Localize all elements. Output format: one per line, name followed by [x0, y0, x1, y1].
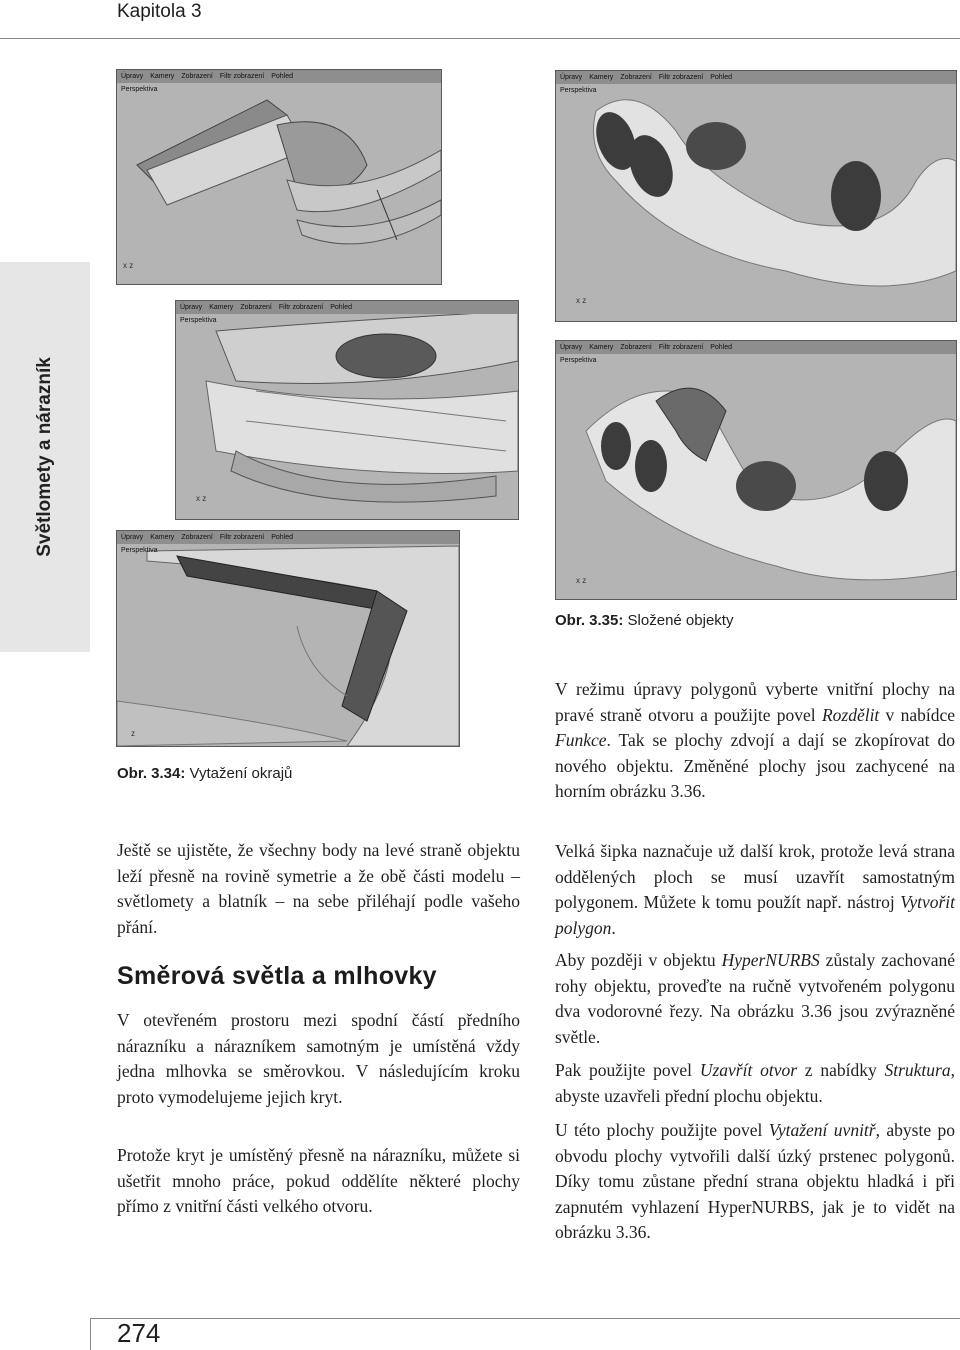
caption-text: Vytažení okrajů: [189, 765, 293, 782]
menu-filtr[interactable]: Filtr zobrazení: [219, 73, 265, 80]
right-paragraph-1: [555, 677, 955, 805]
viewport-label: Perspektiva: [121, 86, 158, 93]
tool-name: Vytvořit polygon: [555, 892, 955, 938]
viewport-menubar[interactable]: [117, 531, 459, 544]
text-run: zůstaly zachované rohy objektu, proveďte na ručně vytvořeném polygonu dva vodorovné řezy. Na obrázku 3.36 jsou zvýrazněné světle.: [555, 950, 956, 1047]
viewport-label: Perspektiva: [180, 317, 217, 324]
model-render-4: [556, 71, 956, 321]
menu-kamery[interactable]: Kamery: [150, 534, 175, 541]
viewport-screenshot-1: [116, 69, 442, 285]
viewport-label: Perspektiva: [121, 547, 158, 554]
text-run: . Tak se plochy zdvojí a dají se zkopírovat do nového objektu. Změněné plochy jsou zachycené na horním obrázku 3.36.: [555, 730, 955, 801]
object-name: HyperNURBS: [721, 950, 820, 970]
chapter-title: Kapitola 3: [117, 1, 202, 22]
caption-fig-3-35: [555, 612, 733, 630]
viewport-menubar[interactable]: [117, 70, 441, 83]
text-run: , abyste uzavřeli přední plochu objektu.: [555, 1060, 955, 1106]
left-paragraph-3: Protože kryt je umístěný přesně na nárazníku, můžete si ušetřit mnoho práce, pokud oddělíte některé plochy přímo z vnitřní části velkého otvoru.: [117, 1145, 520, 1216]
menu-upravy[interactable]: Úpravy: [560, 344, 583, 351]
right-paragraph-2: [555, 839, 955, 941]
caption-fig-3-34: [117, 765, 292, 783]
svg-text:x z: x z: [123, 261, 134, 270]
menu-filtr[interactable]: Filtr zobrazení: [658, 74, 704, 81]
text-run: V režimu úpravy polygonů vyberte vnitřní plochy na pravé straně otvoru a použijte povel: [555, 679, 955, 725]
text-run: v nabídce: [879, 704, 955, 725]
menu-filtr[interactable]: Filtr zobrazení: [278, 304, 324, 311]
right-paragraph-5: [555, 1118, 955, 1246]
text-run: , abyste po obvodu plochy vytvořili další úzký prstenec polygonů. Díky tomu zůstane přední strana objektu hladká i při zapnutém vyhlazení HyperNURBS, jak je to vidět na obrázku 3.36.: [555, 1120, 955, 1242]
menu-upravy[interactable]: Úpravy: [121, 73, 144, 80]
svg-text:x z: x z: [576, 296, 587, 305]
menu-filtr[interactable]: Filtr zobrazení: [219, 534, 265, 541]
viewport-screenshot-2: [175, 300, 519, 520]
left-paragraph-2: V otevřeném prostoru mezi spodní částí předního nárazníku a nárazníkem samotným je umístěná vždy jedna mlhovka se směrovkou. V následujícím kroku proto vymodelujeme jejich kryt.: [117, 1010, 520, 1107]
menu-zobrazeni[interactable]: Zobrazení: [181, 73, 213, 80]
model-render-1: [117, 70, 441, 284]
command-name: Rozdělit: [821, 704, 880, 725]
menu-pohled[interactable]: Pohled: [271, 534, 293, 541]
viewport-screenshot-3: [116, 530, 460, 747]
right-paragraph-3: [555, 948, 955, 1050]
menu-zobrazeni[interactable]: Zobrazení: [181, 534, 213, 541]
caption-number: Obr. 3.35:: [555, 612, 624, 629]
menu-kamery[interactable]: Kamery: [209, 304, 234, 311]
footer-tick: [90, 1318, 91, 1350]
command-name: Vytažení uvnitř: [768, 1120, 876, 1140]
viewport-menubar[interactable]: [556, 341, 956, 354]
text-run: U této plochy použijte povel: [555, 1120, 769, 1140]
model-render-2: [176, 301, 518, 519]
page-number: 274: [117, 1318, 161, 1348]
model-render-5: [556, 341, 956, 599]
text-run: Pak použijte povel: [555, 1060, 700, 1080]
viewport-label: Perspektiva: [560, 87, 597, 94]
menu-pohled[interactable]: Pohled: [330, 304, 352, 311]
viewport-screenshot-5: [555, 340, 957, 600]
menu-zobrazeni[interactable]: Zobrazení: [240, 304, 272, 311]
svg-text:x z: x z: [576, 576, 587, 585]
text-run: z nabídky: [797, 1060, 885, 1080]
viewport-menubar[interactable]: [176, 301, 518, 314]
header-rule: [0, 38, 960, 39]
menu-upravy[interactable]: Úpravy: [121, 534, 144, 541]
viewport-label: Perspektiva: [560, 357, 597, 364]
text-run: .: [611, 917, 616, 938]
menu-pohled[interactable]: Pohled: [710, 344, 732, 351]
menu-kamery[interactable]: Kamery: [150, 73, 175, 80]
menu-zobrazeni[interactable]: Zobrazení: [620, 344, 652, 351]
right-paragraph-4: [555, 1058, 955, 1109]
model-render-3: [117, 531, 459, 746]
menu-pohled[interactable]: Pohled: [710, 74, 732, 81]
viewport-screenshot-4: [555, 70, 957, 322]
text-run: Aby později v objektu: [555, 950, 722, 970]
menu-filtr[interactable]: Filtr zobrazení: [658, 344, 704, 351]
menu-kamery[interactable]: Kamery: [589, 74, 614, 81]
svg-text:z: z: [131, 729, 135, 738]
side-tab: [0, 262, 90, 652]
footer-rule: [90, 1318, 960, 1319]
menu-name: Struktura: [884, 1060, 951, 1080]
left-paragraph-1: Ještě se ujistěte, že všechny body na levé straně objektu leží přesně na rovině symetrie a že obě části modelu – světlomety a blatník – na sebe přiléhají podle vašeho přání.: [117, 840, 520, 937]
side-tab-label: Světlomety a nárazník: [34, 357, 55, 557]
section-heading: Směrová světla a mlhovky: [117, 962, 437, 990]
caption-text: Složené objekty: [627, 612, 734, 629]
command-name: Uzavřít otvor: [699, 1060, 798, 1080]
caption-number: Obr. 3.34:: [117, 765, 186, 782]
menu-upravy[interactable]: Úpravy: [560, 74, 583, 81]
menu-upravy[interactable]: Úpravy: [180, 304, 203, 311]
menu-kamery[interactable]: Kamery: [589, 344, 614, 351]
menu-pohled[interactable]: Pohled: [271, 73, 293, 80]
menu-name: Funkce: [555, 730, 607, 750]
menu-zobrazeni[interactable]: Zobrazení: [620, 74, 652, 81]
svg-text:x z: x z: [196, 494, 207, 503]
text-run: Velká šipka naznačuje už další krok, protože levá strana oddělených ploch se musí uzavřít samostatným polygonem. Můžete k tomu použít např. nástroj: [555, 841, 955, 912]
viewport-menubar[interactable]: [556, 71, 956, 84]
